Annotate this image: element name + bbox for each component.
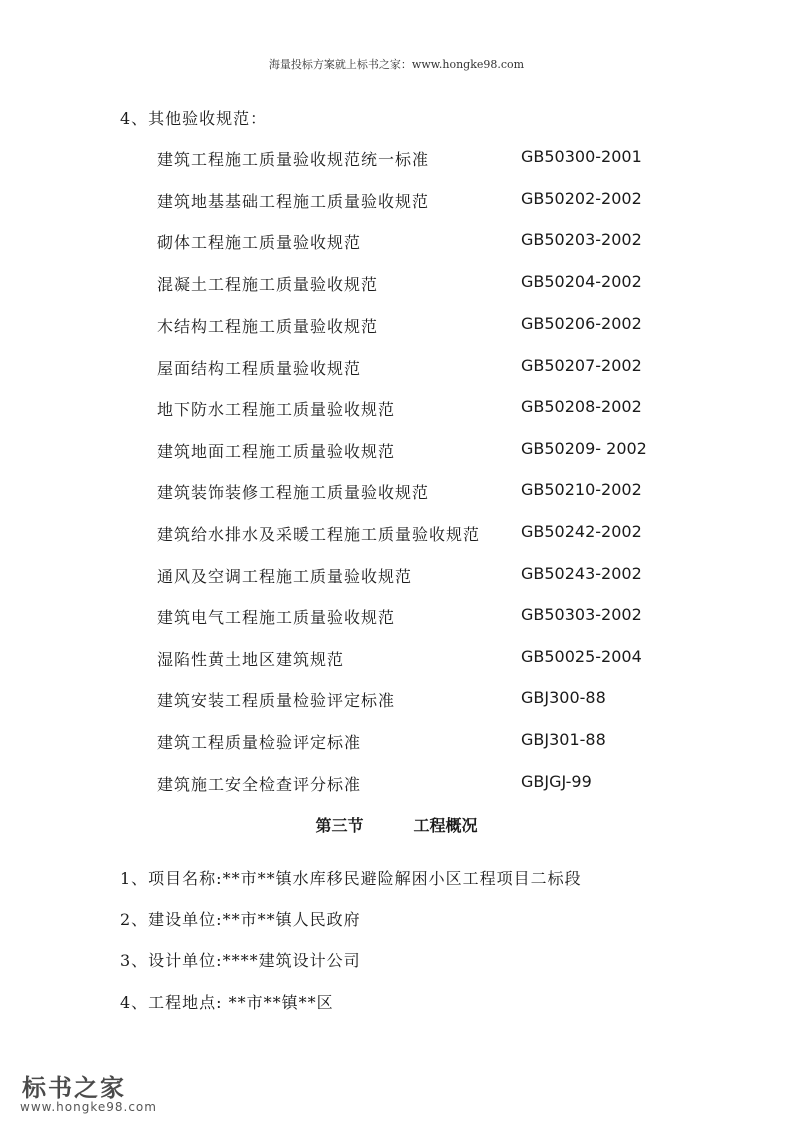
standard-name: 木结构工程施工质量验收规范 [157, 317, 379, 336]
standard-name: 建筑给水排水及采暖工程施工质量验收规范 [157, 525, 481, 544]
standard-row [157, 564, 677, 588]
standard-code: GB50210-2002 [521, 480, 642, 499]
standard-code: GBJ301-88 [521, 730, 606, 749]
standard-name: 屋面结构工程质量验收规范 [157, 359, 362, 378]
standard-code: GB50242-2002 [521, 522, 642, 541]
standard-name: 建筑安装工程质量检验评定标准 [157, 691, 396, 710]
standard-name: 建筑电气工程施工质量验收规范 [157, 608, 396, 627]
standard-name: 砌体工程施工质量验收规范 [157, 233, 362, 252]
standard-name: 混凝土工程施工质量验收规范 [157, 275, 379, 294]
standard-name: 建筑施工安全检查评分标准 [157, 775, 362, 794]
standard-row [157, 230, 677, 254]
overview-item: 1、项目名称:**市**镇水库移民避险解困小区工程项目二标段 [120, 869, 582, 888]
standard-row [157, 272, 677, 296]
standard-code: GB50025-2004 [521, 647, 642, 666]
standard-row [157, 439, 677, 463]
footer-url: www.hongke98.com [20, 1100, 157, 1114]
standard-row [157, 314, 677, 338]
standard-code: GB50208-2002 [521, 397, 642, 416]
standard-name: 建筑地面工程施工质量验收规范 [157, 442, 396, 461]
standard-row [157, 147, 677, 171]
standard-row [157, 397, 677, 421]
standard-name: 建筑工程质量检验评定标准 [157, 733, 362, 752]
standard-code: GB50303-2002 [521, 605, 642, 624]
overview-item: 2、建设单位:**市**镇人民政府 [120, 910, 361, 929]
standard-code: GB50300-2001 [521, 147, 642, 166]
overview-item: 3、设计单位:****建筑设计公司 [120, 951, 361, 970]
standard-row [157, 356, 677, 380]
footer-logo: 标书之家 [22, 1074, 126, 1102]
standard-name: 通风及空调工程施工质量验收规范 [157, 567, 413, 586]
standard-name: 建筑工程施工质量验收规范统一标准 [157, 150, 430, 169]
standard-code: GB50207-2002 [521, 356, 642, 375]
standard-row [157, 189, 677, 213]
standard-row [157, 480, 677, 504]
standard-row [157, 772, 677, 796]
standard-code: GB50243-2002 [521, 564, 642, 583]
standard-code: GBJGJ-99 [521, 772, 592, 791]
standard-row [157, 688, 677, 712]
standard-code: GB50202-2002 [521, 189, 642, 208]
standard-row [157, 605, 677, 629]
standard-code: GB50204-2002 [521, 272, 642, 291]
standard-name: 地下防水工程施工质量验收规范 [157, 400, 396, 419]
section-number: 第三节 [315, 816, 364, 835]
standard-code: GBJ300-88 [521, 688, 606, 707]
standard-code: GB50203-2002 [521, 230, 642, 249]
standard-name: 建筑地基基础工程施工质量验收规范 [157, 192, 430, 211]
standard-row [157, 647, 677, 671]
overview-item: 4、工程地点: **市**镇**区 [120, 993, 334, 1012]
standard-name: 建筑装饰装修工程施工质量验收规范 [157, 483, 430, 502]
other-codes-heading: 4、其他验收规范： [120, 109, 268, 128]
standard-row [157, 730, 677, 754]
standard-name: 湿陷性黄土地区建筑规范 [157, 650, 345, 669]
standard-code: GB50209- 2002 [521, 439, 647, 458]
section-name: 工程概况 [413, 816, 478, 835]
section-title [0, 813, 793, 836]
standard-row [157, 522, 677, 546]
page-header: 海量投标方案就上标书之家：www.hongke98.com [268, 58, 525, 71]
standard-code: GB50206-2002 [521, 314, 642, 333]
